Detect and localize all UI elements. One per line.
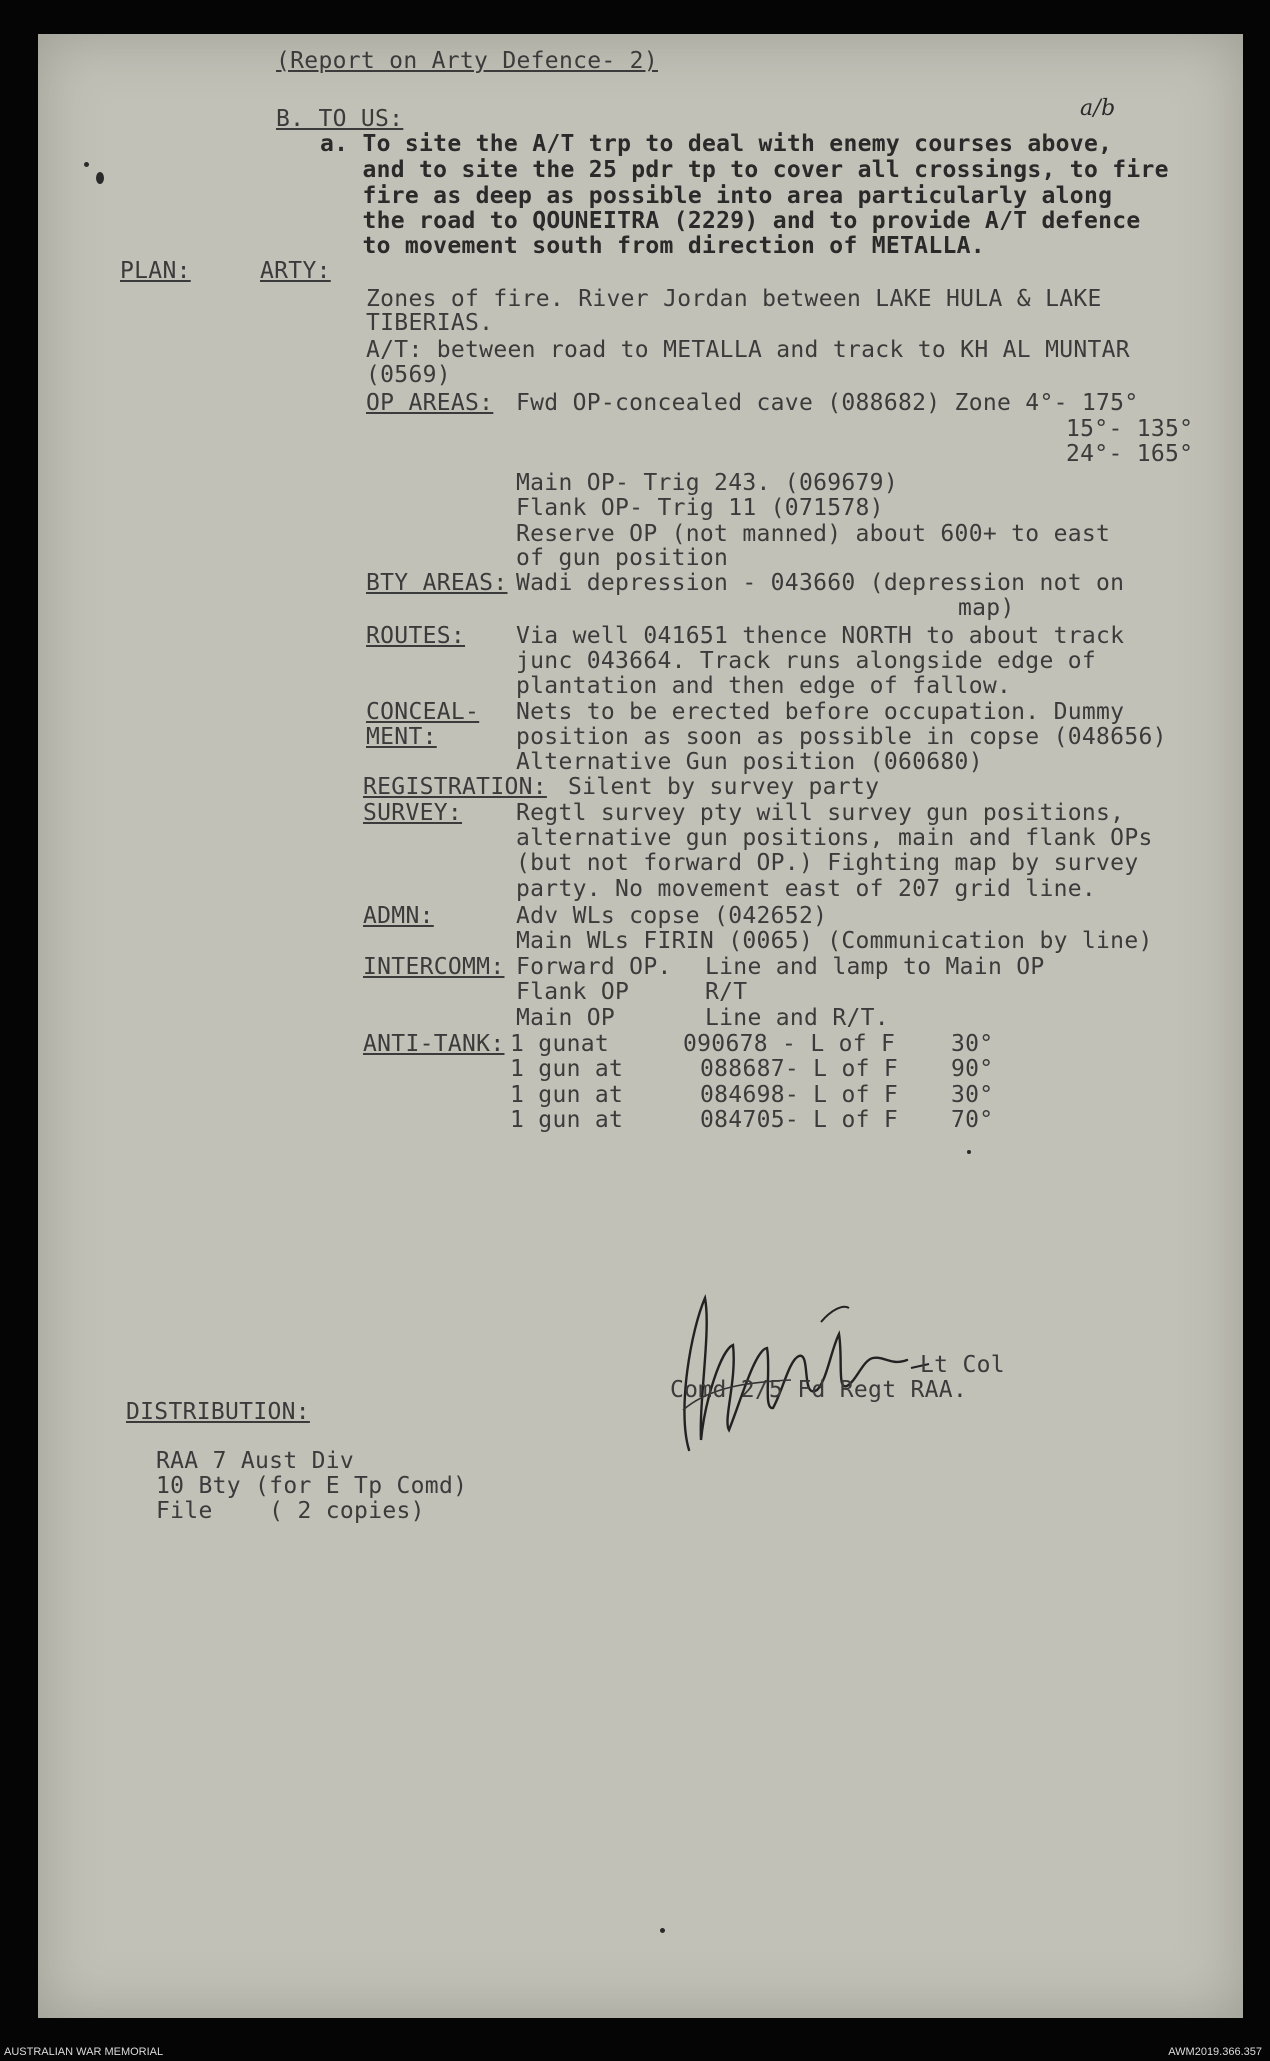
bty-areas-line: Wadi depression - 043660 (depression not on xyxy=(516,570,1125,596)
routes-line: junc 043664. Track runs alongside edge of xyxy=(516,648,1097,674)
arty-label: ARTY: xyxy=(260,258,331,284)
section-b-line: and to site the 25 pdr tp to cover all crossings, to fire xyxy=(320,157,1169,183)
admn-line: Main WLs FIRIN (0065) (Communication by line) xyxy=(516,928,1153,954)
survey-line: party. No movement east of 207 grid line. xyxy=(516,876,1097,902)
section-b-line: fire as deep as possible into area particularly along xyxy=(320,183,1113,209)
anti-tank-gun: 1 gun at xyxy=(510,1082,624,1108)
section-b-line: the road to QOUNEITRA (2229) and to provide A/T defence xyxy=(320,208,1141,234)
report-title: (Report on Arty Defence- 2) xyxy=(276,48,658,74)
intercomm-name: Flank OP xyxy=(516,979,630,1005)
op-areas-line: 24°- 165° xyxy=(1066,441,1194,467)
section-b-line: to movement south from direction of METALLA. xyxy=(320,233,985,259)
distribution-item: 10 Bty (for E Tp Comd) xyxy=(156,1473,468,1499)
intercomm-means: Line and R/T. xyxy=(705,1005,889,1031)
survey-label: SURVEY: xyxy=(363,800,463,826)
ink-spot xyxy=(967,1150,971,1154)
section-b-heading: B. TO US: xyxy=(276,106,404,132)
zones-line: TIBERIAS. xyxy=(366,310,494,336)
plan-label: PLAN: xyxy=(120,258,191,284)
routes-line: plantation and then edge of fallow. xyxy=(516,673,1012,699)
op-main-line: Main OP- Trig 243. (069679) xyxy=(516,470,898,496)
concealment-label: MENT: xyxy=(366,724,437,750)
op-areas-line: Fwd OP-concealed cave (088682) Zone 4°- 175° xyxy=(516,390,1139,416)
anti-tank-ref: 090678 - L of F xyxy=(683,1031,896,1057)
at-line: (0569) xyxy=(366,362,451,388)
op-main-line: Flank OP- Trig 11 (071578) xyxy=(516,495,884,521)
intercomm-label: INTERCOMM: xyxy=(363,954,505,980)
bty-areas-line: map) xyxy=(958,595,1015,621)
zones-line: Zones of fire. River Jordan between LAKE HULA & LAKE xyxy=(366,286,1102,312)
distribution-label: DISTRIBUTION: xyxy=(126,1399,310,1425)
anti-tank-ref: 084705- L of F xyxy=(700,1107,899,1133)
registration-text: Silent by survey party xyxy=(568,774,880,800)
signatory-title: Comd 2/5 Fd Regt RAA. xyxy=(670,1377,968,1403)
distribution-item: RAA 7 Aust Div xyxy=(156,1448,355,1474)
concealment-label: CONCEAL- xyxy=(366,699,480,725)
intercomm-name: Forward OP. xyxy=(516,954,672,980)
ink-spot xyxy=(660,1928,665,1933)
distribution-item: File ( 2 copies) xyxy=(156,1498,425,1524)
document-page xyxy=(38,34,1243,2018)
op-main-line: Reserve OP (not manned) about 600+ to east xyxy=(516,521,1111,547)
registration-label: REGISTRATION: xyxy=(363,774,547,800)
bty-areas-label: BTY AREAS: xyxy=(366,570,508,596)
archive-label: AUSTRALIAN WAR MEMORIAL xyxy=(4,2046,164,2058)
concealment-line: position as soon as possible in copse (048656) xyxy=(516,724,1167,750)
ink-spot xyxy=(84,162,89,167)
routes-line: Via well 041651 thence NORTH to about track xyxy=(516,623,1125,649)
concealment-line: Nets to be erected before occupation. Dummy xyxy=(516,699,1125,725)
anti-tank-label: ANTI-TANK: xyxy=(363,1031,505,1057)
anti-tank-angle: 70° xyxy=(951,1107,994,1133)
anti-tank-angle: 30° xyxy=(951,1082,994,1108)
section-b-line: a. To site the A/T trp to deal with enemy courses above, xyxy=(320,131,1113,157)
anti-tank-ref: 088687- L of F xyxy=(700,1056,899,1082)
at-line: A/T: between road to METALLA and track to KH AL MUNTAR xyxy=(366,337,1130,363)
op-areas-label: OP AREAS: xyxy=(366,390,494,416)
anti-tank-angle: 90° xyxy=(951,1056,994,1082)
anti-tank-angle: 30° xyxy=(951,1031,994,1057)
admn-line: Adv WLs copse (042652) xyxy=(516,903,828,929)
survey-line: alternative gun positions, main and flank OPs xyxy=(516,825,1153,851)
anti-tank-gun: 1 gun at xyxy=(510,1056,624,1082)
archive-reference: AWM2019.366.357 xyxy=(1168,2046,1262,2058)
survey-line: (but not forward OP.) Fighting map by survey xyxy=(516,850,1139,876)
anti-tank-gun: 1 gunat xyxy=(510,1031,610,1057)
op-main-line: of gun position xyxy=(516,545,729,571)
admn-label: ADMN: xyxy=(363,903,434,929)
anti-tank-gun: 1 gun at xyxy=(510,1107,624,1133)
intercomm-name: Main OP xyxy=(516,1005,616,1031)
concealment-line: Alternative Gun position (060680) xyxy=(516,749,983,775)
signatory-rank: Lt Col xyxy=(920,1352,1005,1378)
ink-spot xyxy=(96,172,104,184)
op-areas-line: 15°- 135° xyxy=(1066,416,1194,442)
anti-tank-ref: 084698- L of F xyxy=(700,1082,899,1108)
routes-label: ROUTES: xyxy=(366,623,466,649)
survey-line: Regtl survey pty will survey gun positions, xyxy=(516,800,1125,826)
intercomm-means: Line and lamp to Main OP xyxy=(705,954,1045,980)
intercomm-means: R/T xyxy=(705,979,748,1005)
handwritten-initials: a/b xyxy=(1080,96,1116,121)
